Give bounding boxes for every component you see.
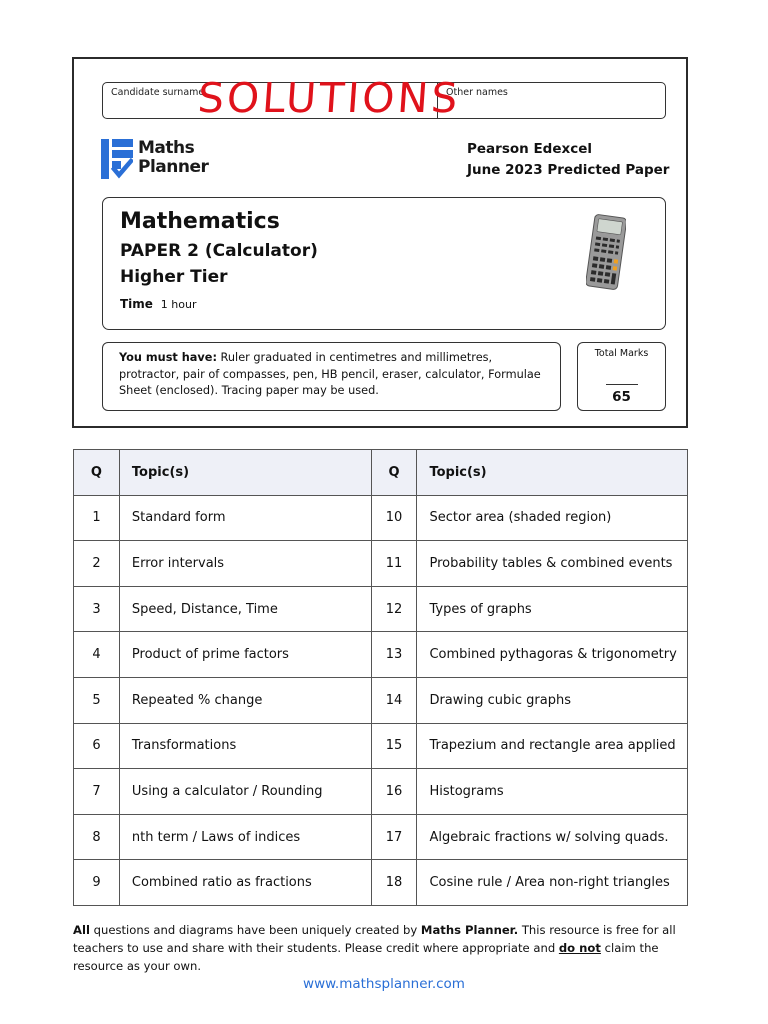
table-row (74, 541, 688, 587)
table-row (74, 495, 688, 541)
table-row (74, 860, 688, 906)
requirements-label: You must have: (119, 351, 217, 364)
website-link[interactable]: www.mathsplanner.com (303, 976, 465, 992)
question-topic: Algebraic fractions w/ solving quads. (417, 814, 688, 860)
footer-part-3: claim the resource as your own. (73, 941, 659, 973)
logo-line-1: Maths (138, 138, 195, 158)
paper-name: PAPER 2 (Calculator) (120, 241, 318, 261)
footer-part-2: This resource is free for all teachers to use and share with their students. Please credit where appropriate and (73, 923, 676, 955)
logo-text (138, 139, 238, 177)
question-number: 14 (371, 677, 417, 723)
subject-title: Mathematics (120, 209, 280, 234)
question-topic: Repeated % change (119, 677, 371, 723)
question-number: 16 (371, 769, 417, 815)
question-number: 10 (371, 495, 417, 541)
question-number: 15 (371, 723, 417, 769)
header-topic-2: Topic(s) (417, 450, 688, 496)
time-row (120, 297, 196, 311)
question-topic: Trapezium and rectangle area applied (417, 723, 688, 769)
total-marks-value: 65 (612, 389, 631, 405)
total-marks-label: Total Marks (594, 348, 649, 359)
table-row (74, 677, 688, 723)
other-names-label: Other names (446, 87, 508, 98)
header-q: Q (74, 450, 120, 496)
footer-part-1: questions and diagrams have been uniquely created by (89, 923, 421, 937)
question-number: 8 (74, 814, 120, 860)
time-label: Time (120, 297, 153, 311)
question-number: 6 (74, 723, 120, 769)
time-value: 1 hour (160, 298, 197, 311)
question-topic: Speed, Distance, Time (119, 586, 371, 632)
footer-brand: Maths Planner. (420, 923, 519, 937)
table-row (74, 814, 688, 860)
question-number: 2 (74, 541, 120, 587)
question-topic: Combined ratio as fractions (119, 860, 371, 906)
question-topic: Product of prime factors (119, 632, 371, 678)
logo-line-2: Planner (138, 157, 209, 177)
footer-all: All (73, 923, 90, 937)
table-row (74, 769, 688, 815)
question-topic: Probability tables & combined events (417, 541, 688, 587)
question-topic: Histograms (417, 769, 688, 815)
handwritten-solutions: SOLUTIONS (196, 74, 462, 122)
question-number: 4 (74, 632, 120, 678)
requirements-text: Ruler graduated in centimetres and millimetres, protractor, pair of compasses, pen, HB pencil, eraser, calculator, Formulae Sheet (enclosed). Tracing paper may be used. (119, 351, 541, 397)
question-topic: Cosine rule / Area non-right triangles (417, 860, 688, 906)
header-topic: Topic(s) (119, 450, 371, 496)
question-number: 5 (74, 677, 120, 723)
requirements-box (102, 342, 561, 411)
question-number: 9 (74, 860, 120, 906)
question-topic: Standard form (119, 495, 371, 541)
question-topic: Using a calculator / Rounding (119, 769, 371, 815)
exam-board-name: Pearson Edexcel (467, 141, 592, 157)
question-number: 13 (371, 632, 417, 678)
candidate-surname-label: Candidate surname (111, 87, 205, 98)
paper-details-box (102, 197, 666, 330)
footer-do-not: do not (558, 941, 601, 955)
maths-planner-logo-icon (101, 139, 133, 179)
topics-table (73, 449, 688, 906)
question-topic: nth term / Laws of indices (119, 814, 371, 860)
question-number: 1 (74, 495, 120, 541)
header-q-2: Q (371, 450, 417, 496)
footer-notice (73, 921, 688, 975)
table-header-row (74, 450, 688, 496)
question-number: 7 (74, 769, 120, 815)
question-topic: Transformations (119, 723, 371, 769)
tier-name: Higher Tier (120, 267, 228, 287)
question-number: 3 (74, 586, 120, 632)
question-topic: Combined pythagoras & trigonometry (417, 632, 688, 678)
question-number: 17 (371, 814, 417, 860)
question-topic: Sector area (shaded region) (417, 495, 688, 541)
total-marks-box (577, 342, 666, 411)
table-row (74, 586, 688, 632)
question-number: 12 (371, 586, 417, 632)
question-number: 18 (371, 860, 417, 906)
table-row (74, 632, 688, 678)
exam-board-info (467, 139, 670, 181)
question-topic: Drawing cubic graphs (417, 677, 688, 723)
exam-series: June 2023 Predicted Paper (467, 162, 670, 178)
question-topic: Types of graphs (417, 586, 688, 632)
question-topic: Error intervals (119, 541, 371, 587)
table-row (74, 723, 688, 769)
total-marks-line (606, 384, 638, 385)
calculator-icon (586, 214, 626, 292)
question-number: 11 (371, 541, 417, 587)
